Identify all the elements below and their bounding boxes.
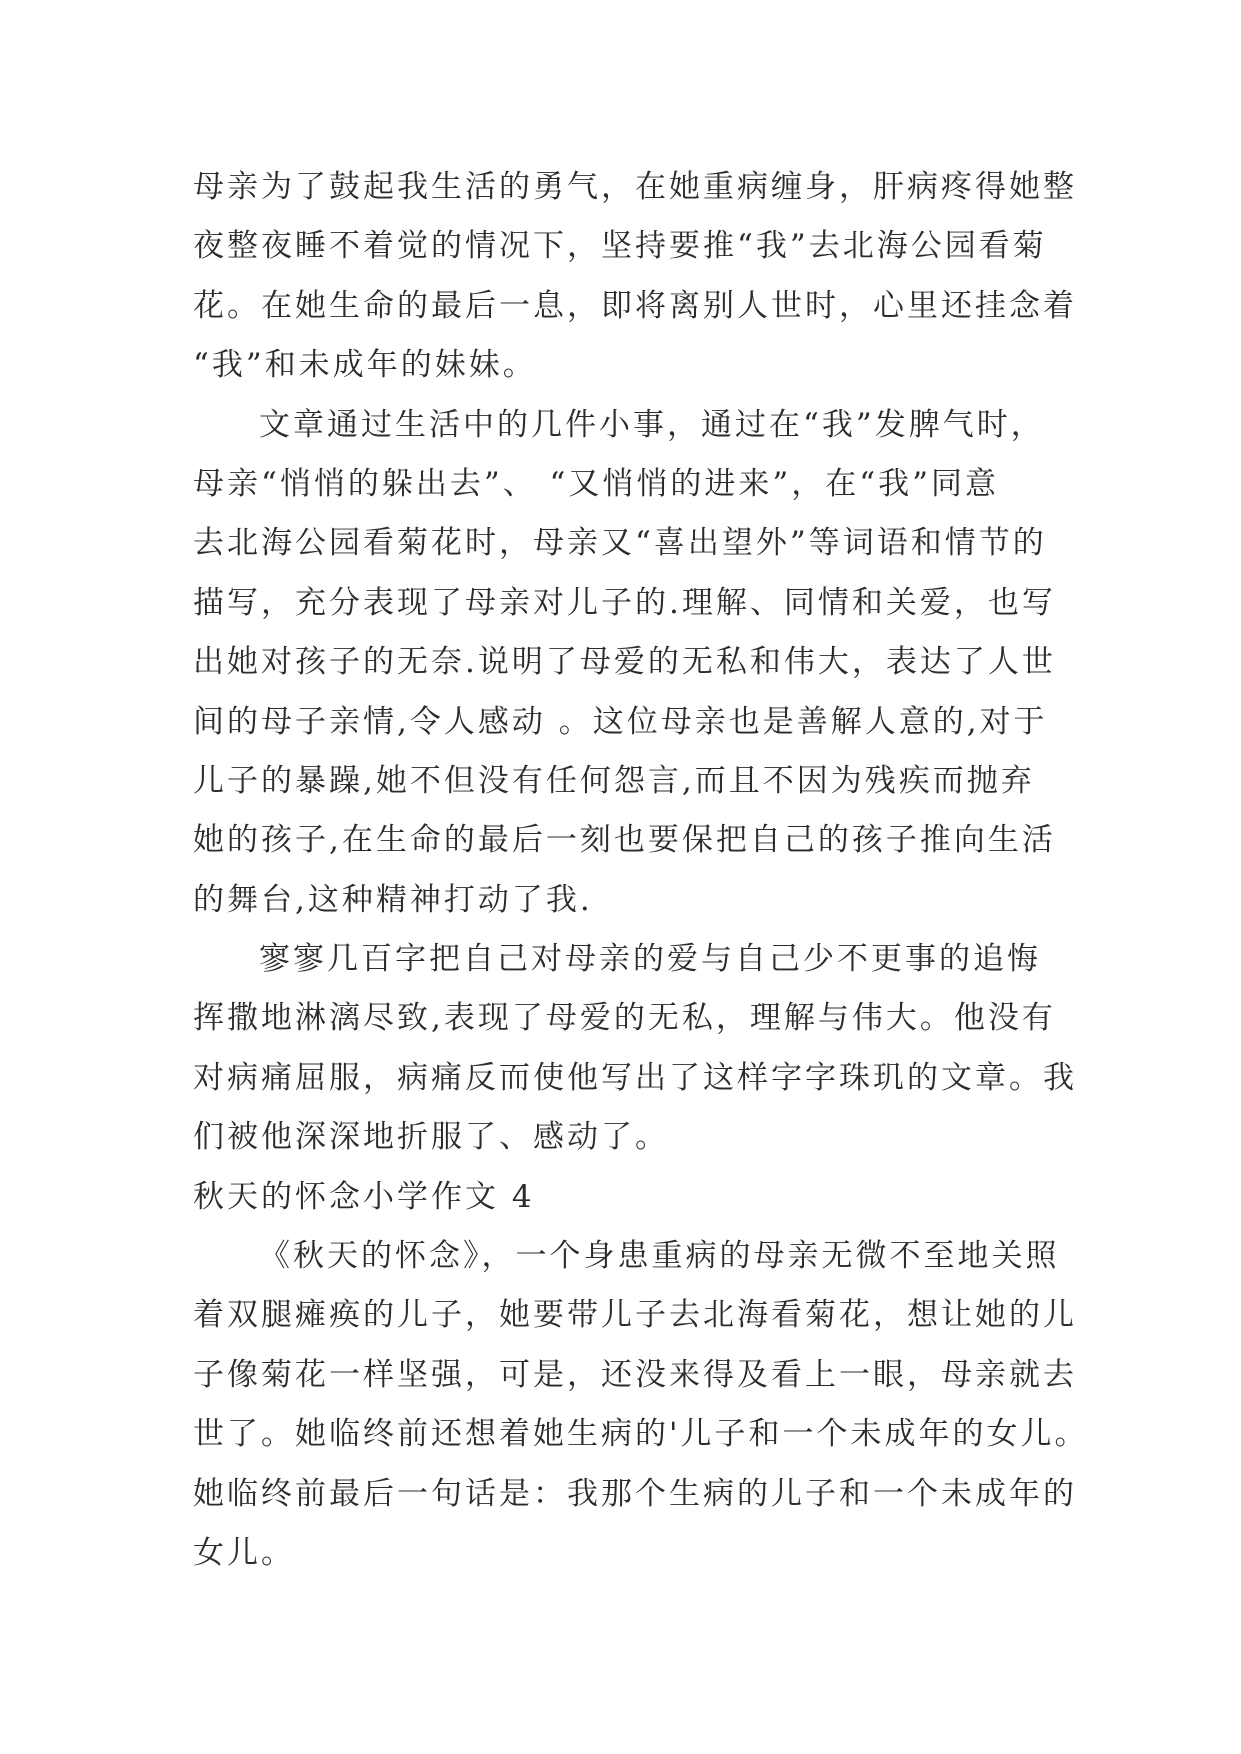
text-line: 母亲“悄悄的躲出去”、 “又悄悄的进来”，在“我”同意 bbox=[193, 465, 999, 502]
text-line: 对病痛屈服，病痛反而使他写出了这样字字珠玑的文章。我 bbox=[193, 1059, 1077, 1096]
text-line: 儿子的暴躁,她不但没有任何怨言,而且不因为残疾而抛弃 bbox=[193, 762, 1035, 799]
text-line: 的舞台,这种精神打动了我. bbox=[193, 881, 593, 918]
body-text bbox=[193, 158, 1089, 1583]
text-line: 她的孩子,在生命的最后一刻也要保把自己的孩子推向生活 bbox=[193, 822, 1056, 859]
section-heading: 秋天的怀念小学作文 4 bbox=[193, 1178, 535, 1215]
text-line: 挥撒地淋漓尽致,表现了母爱的无私，理解与伟大。他没有 bbox=[193, 1000, 1056, 1037]
text-line: “我”和未成年的妹妹。 bbox=[193, 347, 537, 384]
text-line: 间的母子亲情,令人感动 。这位母亲也是善解人意的,对于 bbox=[193, 703, 1048, 740]
paragraph-start-line: 寥寥几百字把自己对母亲的爱与自己少不更事的追悔 bbox=[259, 941, 1041, 978]
text-line: 母亲为了鼓起我生活的勇气，在她重病缠身，肝病疼得她整 bbox=[193, 169, 1077, 205]
text-line: 们被他深深地折服了、感动了。 bbox=[193, 1119, 669, 1156]
text-line: 世了。她临终前还想着她生病的'儿子和一个未成年的女儿。 bbox=[193, 1416, 1089, 1453]
text-line: 出她对孩子的无奈.说明了母爱的无私和伟大，表达了人世 bbox=[193, 644, 1056, 681]
text-line: 她临终前最后一句话是：我那个生病的儿子和一个未成年的 bbox=[193, 1475, 1077, 1512]
text-line: 花。在她生命的最后一息，即将离别人世时，心里还挂念着 bbox=[193, 287, 1077, 324]
paragraph-start-line: 《秋天的怀念》，一个身患重病的母亲无微不至地关照 bbox=[259, 1238, 1060, 1275]
text-line: 子像菊花一样坚强，可是，还没来得及看上一眼，母亲就去 bbox=[193, 1356, 1077, 1393]
text-line: 去北海公园看菊花时，母亲又“喜出望外”等词语和情节的 bbox=[193, 525, 1047, 562]
text-line: 夜整夜睡不着觉的情况下，坚持要推“我”去北海公园看菊 bbox=[193, 228, 1047, 265]
text-line: 着双腿瘫痪的儿子，她要带儿子去北海看菊花，想让她的儿 bbox=[193, 1297, 1077, 1334]
text-line: 女儿。 bbox=[193, 1534, 295, 1571]
paragraph-start-line: 文章通过生活中的几件小事，通过在“我”发脾气时， bbox=[259, 406, 1045, 443]
text-line: 描写，充分表现了母亲对儿子的.理解、同情和关爱，也写 bbox=[193, 584, 1056, 621]
